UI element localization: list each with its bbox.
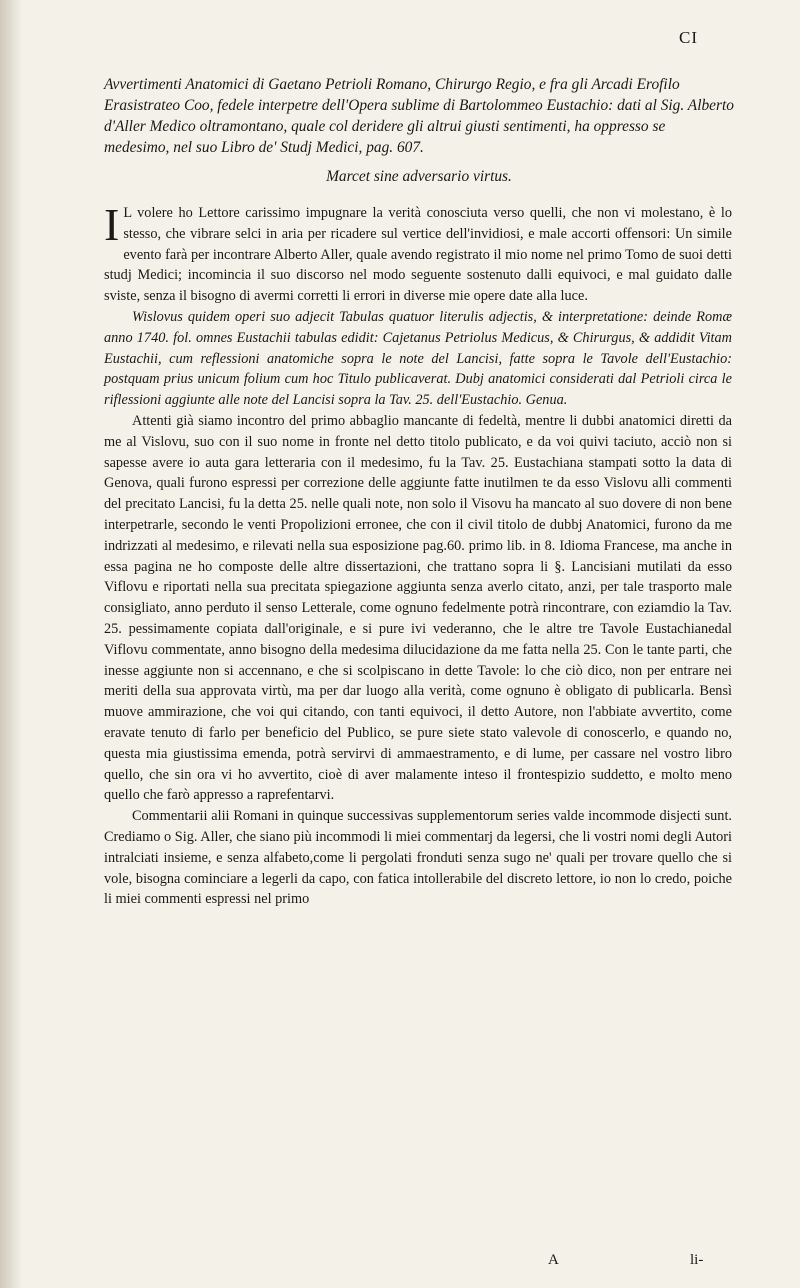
- catchword: li-: [690, 1252, 704, 1268]
- signature-mark: A: [548, 1252, 559, 1268]
- page-number: CI: [679, 28, 698, 47]
- body-text: [104, 199, 732, 910]
- paragraph-1-text: L volere ho Lettore carissimo impugnare la verità conosciuta verso quelli, che non vi molestano, è lo stesso, che vibrare selci in aria per ricadere sul vertice dell'invidiosi, e male accorti offensori: Un simile evento farà per incontrare Alberto Aller, quale avendo registrato il mio nome nel primo Tomo de suoi detti studj Medici; incomincia il suo discorso nel modo seguente sostenuto dalli equivoci, e mal guidato dalle sviste, senza il bisogno di avermi corretti li errori in diverse mie opere date alla luce.: [104, 205, 732, 305]
- drop-cap: I: [104, 199, 120, 250]
- paragraph-1: [104, 199, 732, 307]
- paragraph-3: Attenti già siamo incontro del primo abbaglio mancante di fedeltà, mentre li dubbi anatomici diretti da me al Vislovu, suo con il suo nome in fronte nel detto titolo publicato, e da voi quivi taciuto, acciò non si sapesse avere io auta gara letteraria con il medesimo, fu la Tav. 25. Eustachiana stampati sotto la data di Genova, quali furono espressi per correzione delle aggiunte fatte inutilmen te da esso Vislovu alli commenti del precitato Lancisi, fu la detta 25. nelle quali note, non solo il Visovu ha mancato al suo dovere di non bene interpetrarle, secondo le venti Propolizioni erronee, che con il civil titolo de dubbj Anatomici, furono da me indrizzati al medesimo, e rilevati nella sua esposizione pag.60. primo lib. in 8. Idioma Francese, ma anche in essa pagina ne ho composte delle altre dissertazioni, che trattano sopra li §. Lancisiani mutilati da esso Viflovu e riportati nella sua precitata spiegazione aggiunta senza averlo citato, anzi, per tale trasporto male consigliato, anno perduto il senso Letterale, come ognuno fedelmente potrà rincontrare, con eziamdio la Tav. 25. pessimamente copiata dall'originale, e si pure ivi vederanno, che le altre tre Tavole Eustachianedal Viflovu commentate, anno bisogno della medesima dilucidazione da me fatta nella 25. Con le tante parti, che inesse aggiunte non si accennano, e che si scolpiscano in dette Tavole: lo che ciò dico, non per entrare nei meriti della sua approvata virtù, ma per dar luogo alla verità, come ognuno è obligato di publicarla. Bensì muove ammirazione, che voi qui citando, con tanti equivoci, il detto Autore, non l'abbiate avvertito, come eravate tenuto di farlo per beneficio del Publico, se pure siete stato valevole di conoscerlo, e quando no, questa mia giustissima emenda, potrà servirvi di ammaestramento, e di lume, per cassare nel vostro libro quello, che sin ora vi ho avvertito, cioè di aver malamente inteso il frontespizio suddetto, e molto meno quello che farò appresso a raprefentarvi.: [104, 412, 732, 804]
- paragraph-4: Commentarii alii Romani in quinque successivas supplementorum series valde incommode disjecti sunt. Crediamo o Sig. Aller, che siano più incommodi li miei commentarj da legersi, che li vostri nomi degli Autori intralciati insieme, e senza alfabeto,come li pergolati fronduti senza sugo ne' quali per trovare quello che si vole, bisogna cominciare a legerli da capo, con fatica intollerabile del discreto lettore, io non lo credo, poiche li miei commenti espressi nel primo: [104, 808, 732, 908]
- header-block: [104, 74, 734, 158]
- paragraph-2: Wislovus quidem operi suo adjecit Tabulas quatuor literulis adjectis, & interpretatione: deinde Romæ anno 1740. fol. omnes Eustachii tabulas edidit: Cajetanus Petriolus Medicus, & Chirurgus, & addidit Vitam Eustachii, cum reflessioni anatomiche sopra le note del Lancisi, fatte sopra le Tavole dell'Eustachio: postquam prius unicum folium cum hoc Titulo publicaverat. Dubj anatomici considerati dal Petrioli circa le riflessioni aggiunte alle note del Lancisi sopra la Tav. 25. dell'Eustachio. Genua.: [104, 308, 732, 409]
- header-text: Avvertimenti Anatomici di Gaetano Petrioli Romano, Chirurgo Regio, e fra gli Arcadi Erofilo Erasistrateo Coo, fedele interpetre dell'Opera sublime di Bartolommeo Eustachio: dati al Sig. Alberto d'Aller Medico oltramontano, quale col deridere gli altrui giusti sentimenti, ha oppresso se medesimo, nel suo Libro de' Studj Medici, pag. 607.: [104, 76, 734, 156]
- binding-shadow: [0, 0, 22, 1288]
- motto: Marcet sine adversario virtus.: [326, 168, 512, 185]
